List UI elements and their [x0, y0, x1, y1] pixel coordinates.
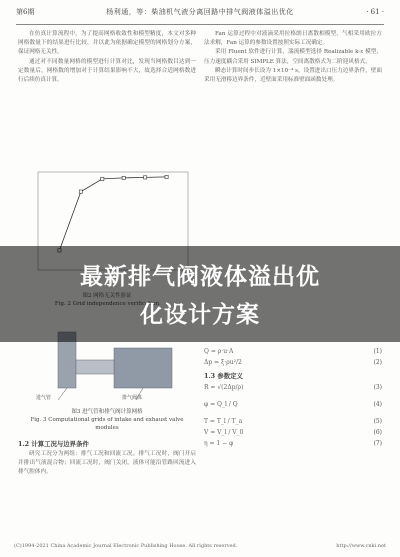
fig3-caption-cn: 图3 进气管和排气阀计算网格 — [71, 409, 143, 415]
equation-7-number: (7) — [373, 440, 382, 447]
equation-5-number: (5) — [373, 418, 382, 425]
connector-mesh — [76, 360, 114, 374]
right-text-block — [204, 30, 382, 85]
left-paragraph-2: 通过对不同数量网格的模型进行计算对比，发现当网格数目达到一定数量后，网格数的增加对于计算结果影响不大，故选择合适网格数进行后续仿真计算。 — [18, 58, 196, 84]
left-text-block-2 — [18, 450, 196, 478]
equation-6-number: (6) — [373, 429, 382, 436]
data-point — [122, 176, 125, 179]
left-column-bottom — [18, 436, 196, 478]
banner-title-line-1: 最新排气阀液体溢出优 — [80, 264, 320, 290]
equation-row-2 — [204, 357, 382, 368]
fig3-caption-en: Fig. 3 Computational grids of intake and exhaust valve modules — [30, 417, 184, 431]
equation-3-number: (3) — [373, 384, 382, 391]
equation-row-4 — [204, 399, 382, 410]
equation-1-body: Q = ρ·u·A — [204, 348, 234, 355]
right-paragraph-2: 采用 Fluent 软件进行计算，湍流模型选择 Realizable k-ε 模型，压力速度耦合采用 SIMPLE 算法，空间离散格式为二阶迎风格式。 — [204, 49, 382, 65]
right-column — [204, 30, 382, 85]
equation-6-body: V = V_l / V_0 — [204, 429, 244, 436]
equation-3-body: R = √(2Δp/ρ) — [204, 384, 244, 391]
data-point — [79, 190, 82, 193]
equation-5-body: T = T_l / T_a — [204, 418, 243, 425]
left-text-block-1 — [18, 30, 196, 85]
equations-block — [204, 346, 382, 449]
equation-row-3 — [204, 382, 382, 393]
equation-2-number: (2) — [373, 359, 382, 366]
source-url: http://www.cnki.net — [336, 543, 386, 549]
banner-title-line-2: 化设计方案 — [140, 302, 260, 328]
right-paragraph-3: 瞬态计算时间步长设为 1×10⁻⁴ s，设置进出口压力边界条件，壁面采用无滑移边界条件，近壁面采用标准壁面函数处理。 — [204, 67, 382, 84]
equation-row-5 — [204, 416, 382, 427]
fig3-caption — [18, 408, 196, 432]
page-footer — [14, 543, 386, 549]
left-paragraph-3: 研究工况分为两组：排气工况和回流工况。排气工况时，阀门开启并排出气液混合物；回流工况时，阀门关闭，液体可能沿管路回流进入排气腔体内。 — [18, 451, 196, 476]
leader-line-intake — [58, 388, 67, 400]
data-point — [144, 176, 147, 179]
equation-row-1 — [204, 346, 382, 357]
intake-label: 进气管 — [36, 395, 52, 401]
right-section-title: 1.3 参数定义 — [204, 372, 243, 380]
equation-row-6 — [204, 427, 382, 438]
issue-number: 第6期 — [16, 8, 35, 16]
left-paragraph-1: 在仿真计算流程中，为了提高网格收敛性和模型精度，本文对多种网格数量下的结果进行比较，并以此为依据确定模型的网格划分方案，保证网格无关性。 — [18, 31, 196, 56]
equation-row-7 — [204, 438, 382, 449]
equation-7-body: η = 1 − φ — [204, 440, 234, 447]
page-header — [16, 0, 384, 25]
right-paragraph-1: Fan 运算过程中对液滴采用拉格朗日离散相模型，气相采用欧拉方法求解，Fan 运算的参数设置按照实际工况确定。 — [204, 31, 382, 47]
equation-4-body: φ = Q_l / Q — [204, 401, 238, 408]
left-column — [18, 30, 196, 85]
page-number: · 61 · — [366, 8, 384, 16]
equation-2-body: Δp = ξ·ρu²/2 — [204, 359, 242, 366]
exhaust-valve-mesh — [114, 348, 172, 388]
series-line-0 — [59, 177, 166, 251]
left-section-title: 1.2 计算工况与边界条件 — [18, 440, 89, 448]
equation-4-number: (4) — [373, 401, 382, 408]
exhaust-label: 排气阀体 — [122, 395, 143, 401]
data-point — [165, 175, 168, 178]
equation-1-number: (1) — [373, 348, 382, 355]
title-banner — [0, 246, 400, 342]
copyright-notice: (C)1994-2021 China Academic Journal Electronic Publishing House. All rights reserved. — [14, 543, 238, 549]
data-point — [101, 177, 104, 180]
running-title: 杨利通，等：柴油机气液分离回路中排气阀液体溢出优化 — [106, 8, 294, 16]
